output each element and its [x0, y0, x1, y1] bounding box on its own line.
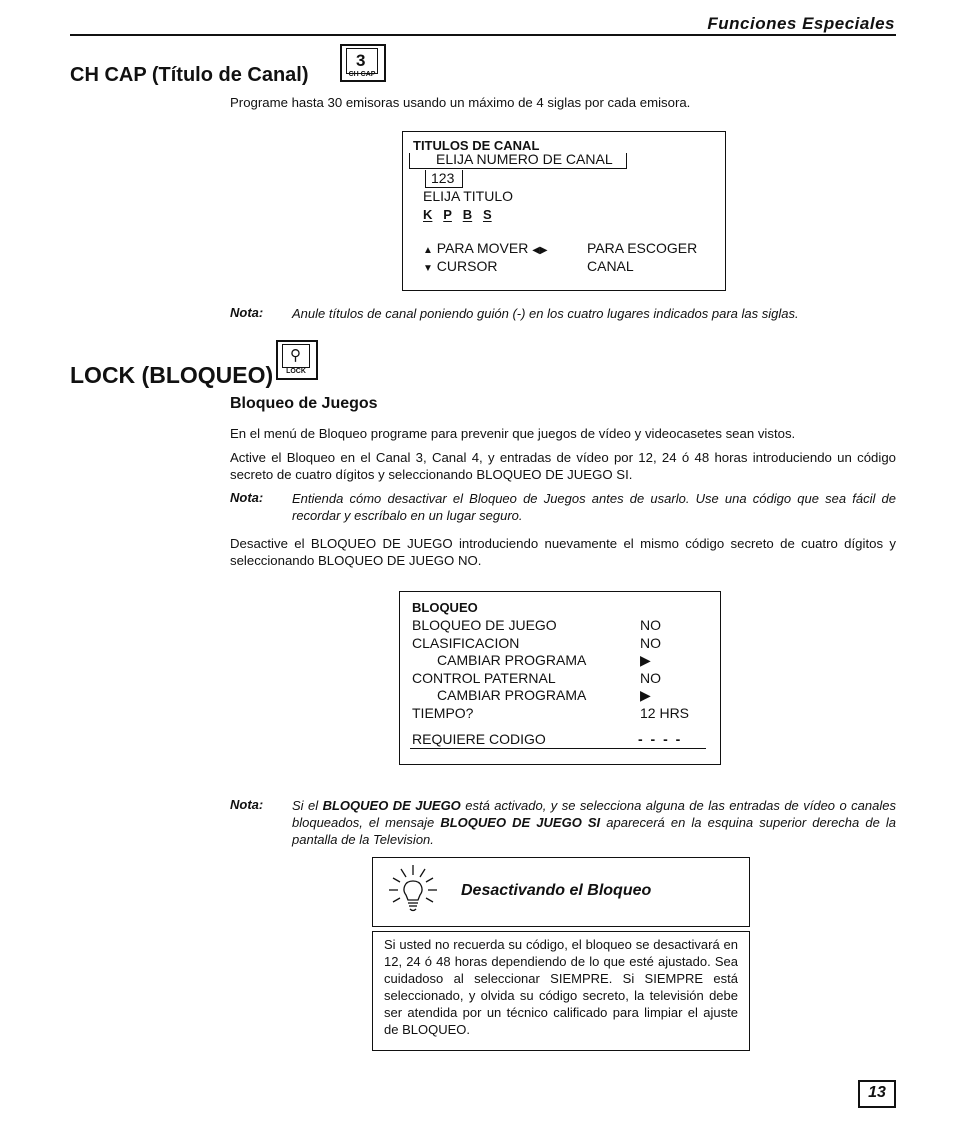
- lock-para-3: Desactive el BLOQUEO DE JUEGO introduciendo nuevamente el mismo código secreto de cuatro dígitos y seleccionando BLOQUEO DE JUEGO NO.: [230, 536, 896, 568]
- lock-title: LOCK (BLOQUEO): [70, 362, 274, 388]
- chcap-icon: [340, 44, 386, 82]
- channel-label: CANAL: [587, 258, 634, 274]
- note-2-pre: Si el: [292, 798, 323, 813]
- up-triangle-icon: ▲: [423, 245, 433, 256]
- bloqueo-row-label: CONTROL PATERNAL: [412, 669, 556, 686]
- note-2-mid: está activado, y se selecciona alguna de las entradas de vídeo o canales bloqueados, el mensaje: [292, 798, 896, 830]
- letter-2[interactable]: P: [443, 207, 452, 222]
- channel-number-field[interactable]: [425, 170, 463, 188]
- code-value[interactable]: - - - -: [638, 731, 683, 747]
- chcap-menu-title: TITULOS DE CANAL: [413, 138, 540, 153]
- select-number-field[interactable]: [409, 153, 627, 169]
- note-2-bold-2: BLOQUEO DE JUEGO SI: [440, 815, 601, 830]
- lock-icon-label: LOCK: [286, 368, 306, 375]
- bloqueo-row-label: CAMBIAR PROGRAMA: [437, 652, 587, 668]
- letter-3[interactable]: B: [462, 207, 473, 222]
- header-rule: [70, 34, 896, 36]
- bloqueo-row-value: ▶: [640, 652, 651, 668]
- section-title: Funciones Especiales: [707, 14, 895, 33]
- lock-icon: [276, 340, 318, 380]
- bloqueo-row-label: CAMBIAR PROGRAMA: [437, 687, 587, 703]
- move-label: PARA MOVER: [436, 240, 529, 256]
- bloqueo-menu-row[interactable]: [412, 617, 712, 635]
- letter-1[interactable]: K: [423, 207, 433, 222]
- lock-note-2-text: [292, 797, 896, 848]
- page-number-badge: [858, 1080, 896, 1108]
- bloqueo-menu-row[interactable]: [412, 687, 712, 705]
- cursor-row: [423, 258, 497, 278]
- bloqueo-row-value: NO: [640, 634, 661, 651]
- bloqueo-menu-row[interactable]: [412, 635, 712, 653]
- bloqueo-row-value: ▶: [640, 687, 651, 703]
- title-letters: [423, 206, 492, 224]
- chcap-icon-label: CH CAP: [348, 71, 376, 78]
- lock-note-1-label: Nota:: [230, 490, 264, 505]
- bloqueo-row-value: NO: [640, 617, 661, 633]
- bloqueo-menu-row[interactable]: [412, 670, 712, 688]
- code-field[interactable]: [410, 733, 706, 749]
- lock-note-1-text: Entienda cómo desactivar el Bloqueo de Juegos antes de usarlo. Use una código que sea fácil de recordar y escríbalo en un lugar seguro.: [292, 491, 896, 523]
- padlock-icon: ⚲: [290, 347, 301, 364]
- lock-note-2-label: Nota:: [230, 797, 264, 812]
- bloqueo-row-label: CLASIFICACION: [412, 634, 520, 651]
- bloqueo-row-value: NO: [640, 669, 661, 686]
- tip-header-box: [372, 857, 750, 927]
- page-number: 13: [868, 1084, 886, 1101]
- chcap-menu-box: [402, 131, 726, 291]
- bloqueo-menu-row[interactable]: [412, 705, 712, 723]
- lock-para-1: En el menú de Bloqueo programe para prevenir que juegos de vídeo y videocasetes sean vistos.: [230, 426, 796, 441]
- move-row: [423, 240, 548, 260]
- choose-label: PARA ESCOGER: [587, 240, 698, 256]
- code-label: REQUIERE CODIGO: [412, 731, 546, 747]
- select-title-label: ELIJA TITULO: [423, 188, 513, 204]
- padlock-screen-icon: [282, 344, 310, 368]
- bloqueo-menu-title: BLOQUEO: [412, 600, 478, 615]
- chcap-note-text: Anule títulos de canal poniendo guión (-) en los cuatro lugares indicados para las siglas.: [292, 306, 799, 321]
- tip-body-box: [372, 931, 750, 1051]
- bloqueo-row-label: BLOQUEO DE JUEGO: [412, 617, 557, 633]
- select-number-label: ELIJA NUMERO DE CANAL: [436, 151, 613, 167]
- letter-4[interactable]: S: [482, 207, 492, 222]
- lock-subtitle: Bloqueo de Juegos: [230, 395, 378, 412]
- bloqueo-row-value: 12 HRS: [640, 704, 690, 721]
- chcap-note-label: Nota:: [230, 305, 264, 320]
- note-2-post: aparecerá en la esquina superior derecha de la pantalla de la Television.: [292, 815, 896, 847]
- channel-number-glyph: 3: [356, 51, 366, 70]
- bloqueo-row-label: TIEMPO?: [412, 704, 474, 721]
- channel-number-value: 123: [431, 170, 455, 186]
- note-2-bold-1: BLOQUEO DE JUEGO: [322, 798, 461, 813]
- lock-para-2: Active el Bloqueo en el Canal 3, Canal 4, y entradas de vídeo por 12, 24 ó 48 horas introduciendo un código secreto de cuatro dígitos y seleccionando BLOQUEO DE JUEGO SI.: [230, 450, 896, 482]
- cursor-label: CURSOR: [436, 258, 498, 274]
- tip-title: Desactivando el Bloqueo: [461, 882, 652, 899]
- down-triangle-icon: ▼: [423, 263, 433, 274]
- lightbulb-icon: [385, 862, 441, 918]
- bloqueo-menu-box: [399, 591, 721, 765]
- tip-text: Si usted no recuerda su código, el bloqueo se desactivará en 12, 24 ó 48 horas dependiendo de lo que esté ajustado. Sea cuidadoso al seleccionar SIEMPRE. Si SIEMPRE está seleccionado, y olvida su código secreto, la televisión debe ser atendida por un técnico calificado para limpiar el ajuste de BLOQUEO.: [384, 937, 738, 1037]
- chcap-description: Programe hasta 30 emisoras usando un máximo de 4 siglas por cada emisora.: [230, 95, 691, 110]
- bloqueo-menu-row[interactable]: [412, 652, 712, 670]
- left-right-arrows-icon: ◀▶: [532, 245, 548, 256]
- chcap-title: CH CAP (Título de Canal): [70, 64, 309, 86]
- bloqueo-menu-rows: [412, 617, 712, 722]
